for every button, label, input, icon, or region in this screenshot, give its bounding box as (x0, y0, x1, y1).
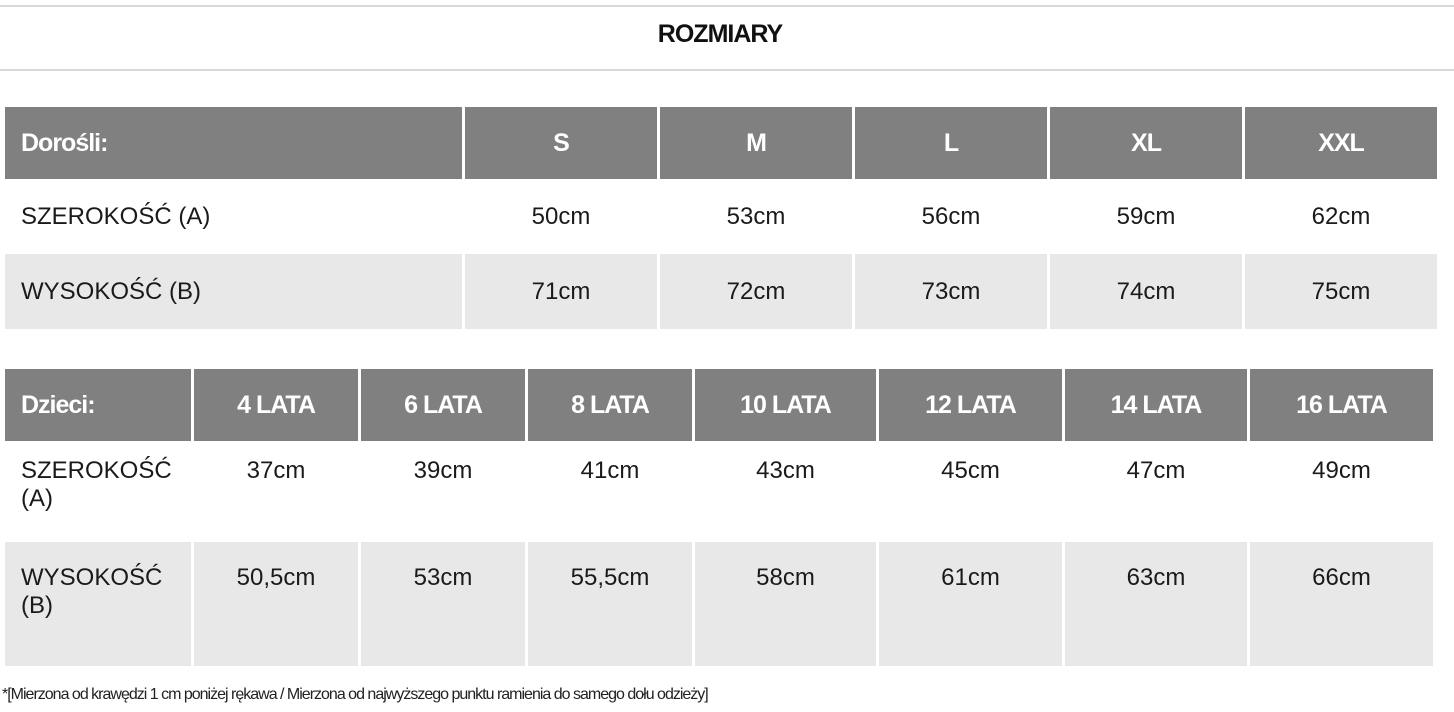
size-header-l: L (855, 107, 1047, 179)
size-header-6-lata: 6 LATA (361, 369, 525, 441)
table-cell: 50,5cm (194, 542, 358, 666)
table-cell: 39cm (361, 441, 525, 542)
table-row (5, 542, 1433, 666)
table-cell: 53cm (361, 542, 525, 666)
table-cell: 72cm (660, 254, 852, 329)
size-header-xxl: XXL (1245, 107, 1437, 179)
table-cell: 47cm (1065, 441, 1247, 542)
size-header-s: S (465, 107, 657, 179)
kids-table-title: Dzieci: (5, 369, 191, 441)
row-label-width: SZEROKOŚĆ (A) (5, 441, 191, 542)
adult-size-table (2, 107, 1440, 329)
table-cell: 49cm (1250, 441, 1433, 542)
table-cell: 45cm (879, 441, 1062, 542)
table-row (5, 254, 1437, 329)
size-header-10-lata: 10 LATA (695, 369, 876, 441)
row-label-height: WYSOKOŚĆ (B) (5, 542, 191, 666)
table-cell: 73cm (855, 254, 1047, 329)
size-header-16-lata: 16 LATA (1250, 369, 1433, 441)
size-header-xl: XL (1050, 107, 1242, 179)
size-header-m: M (660, 107, 852, 179)
table-cell: 71cm (465, 254, 657, 329)
top-divider (0, 5, 1454, 7)
table-cell: 50cm (465, 179, 657, 254)
size-header-4-lata: 4 LATA (194, 369, 358, 441)
table-cell: 75cm (1245, 254, 1437, 329)
table-cell: 63cm (1065, 542, 1247, 666)
size-header-8-lata: 8 LATA (528, 369, 692, 441)
table-header-row (5, 107, 1437, 179)
kids-size-table (2, 369, 1436, 666)
table-cell: 61cm (879, 542, 1062, 666)
table-cell: 59cm (1050, 179, 1242, 254)
row-label-height: WYSOKOŚĆ (B) (5, 254, 462, 329)
adult-table-title: Dorośli: (5, 107, 462, 179)
table-row (5, 441, 1433, 542)
page-title: ROZMIARY (657, 20, 783, 48)
table-cell: 43cm (695, 441, 876, 542)
table-cell: 37cm (194, 441, 358, 542)
table-cell: 41cm (528, 441, 692, 542)
measurement-footnote: *[Mierzona od krawędzi 1 cm poniżej rękawa / Mierzona od najwyższego punktu ramienia do samego dołu odzieży] (2, 686, 708, 703)
table-row (5, 179, 1437, 254)
table-cell: 66cm (1250, 542, 1433, 666)
title-divider (0, 69, 1454, 71)
table-cell: 58cm (695, 542, 876, 666)
table-cell: 56cm (855, 179, 1047, 254)
table-cell: 55,5cm (528, 542, 692, 666)
table-cell: 74cm (1050, 254, 1242, 329)
table-cell: 62cm (1245, 179, 1437, 254)
row-label-width: SZEROKOŚĆ (A) (5, 179, 462, 254)
size-header-12-lata: 12 LATA (879, 369, 1062, 441)
table-header-row (5, 369, 1433, 441)
table-cell: 53cm (660, 179, 852, 254)
size-header-14-lata: 14 LATA (1065, 369, 1247, 441)
